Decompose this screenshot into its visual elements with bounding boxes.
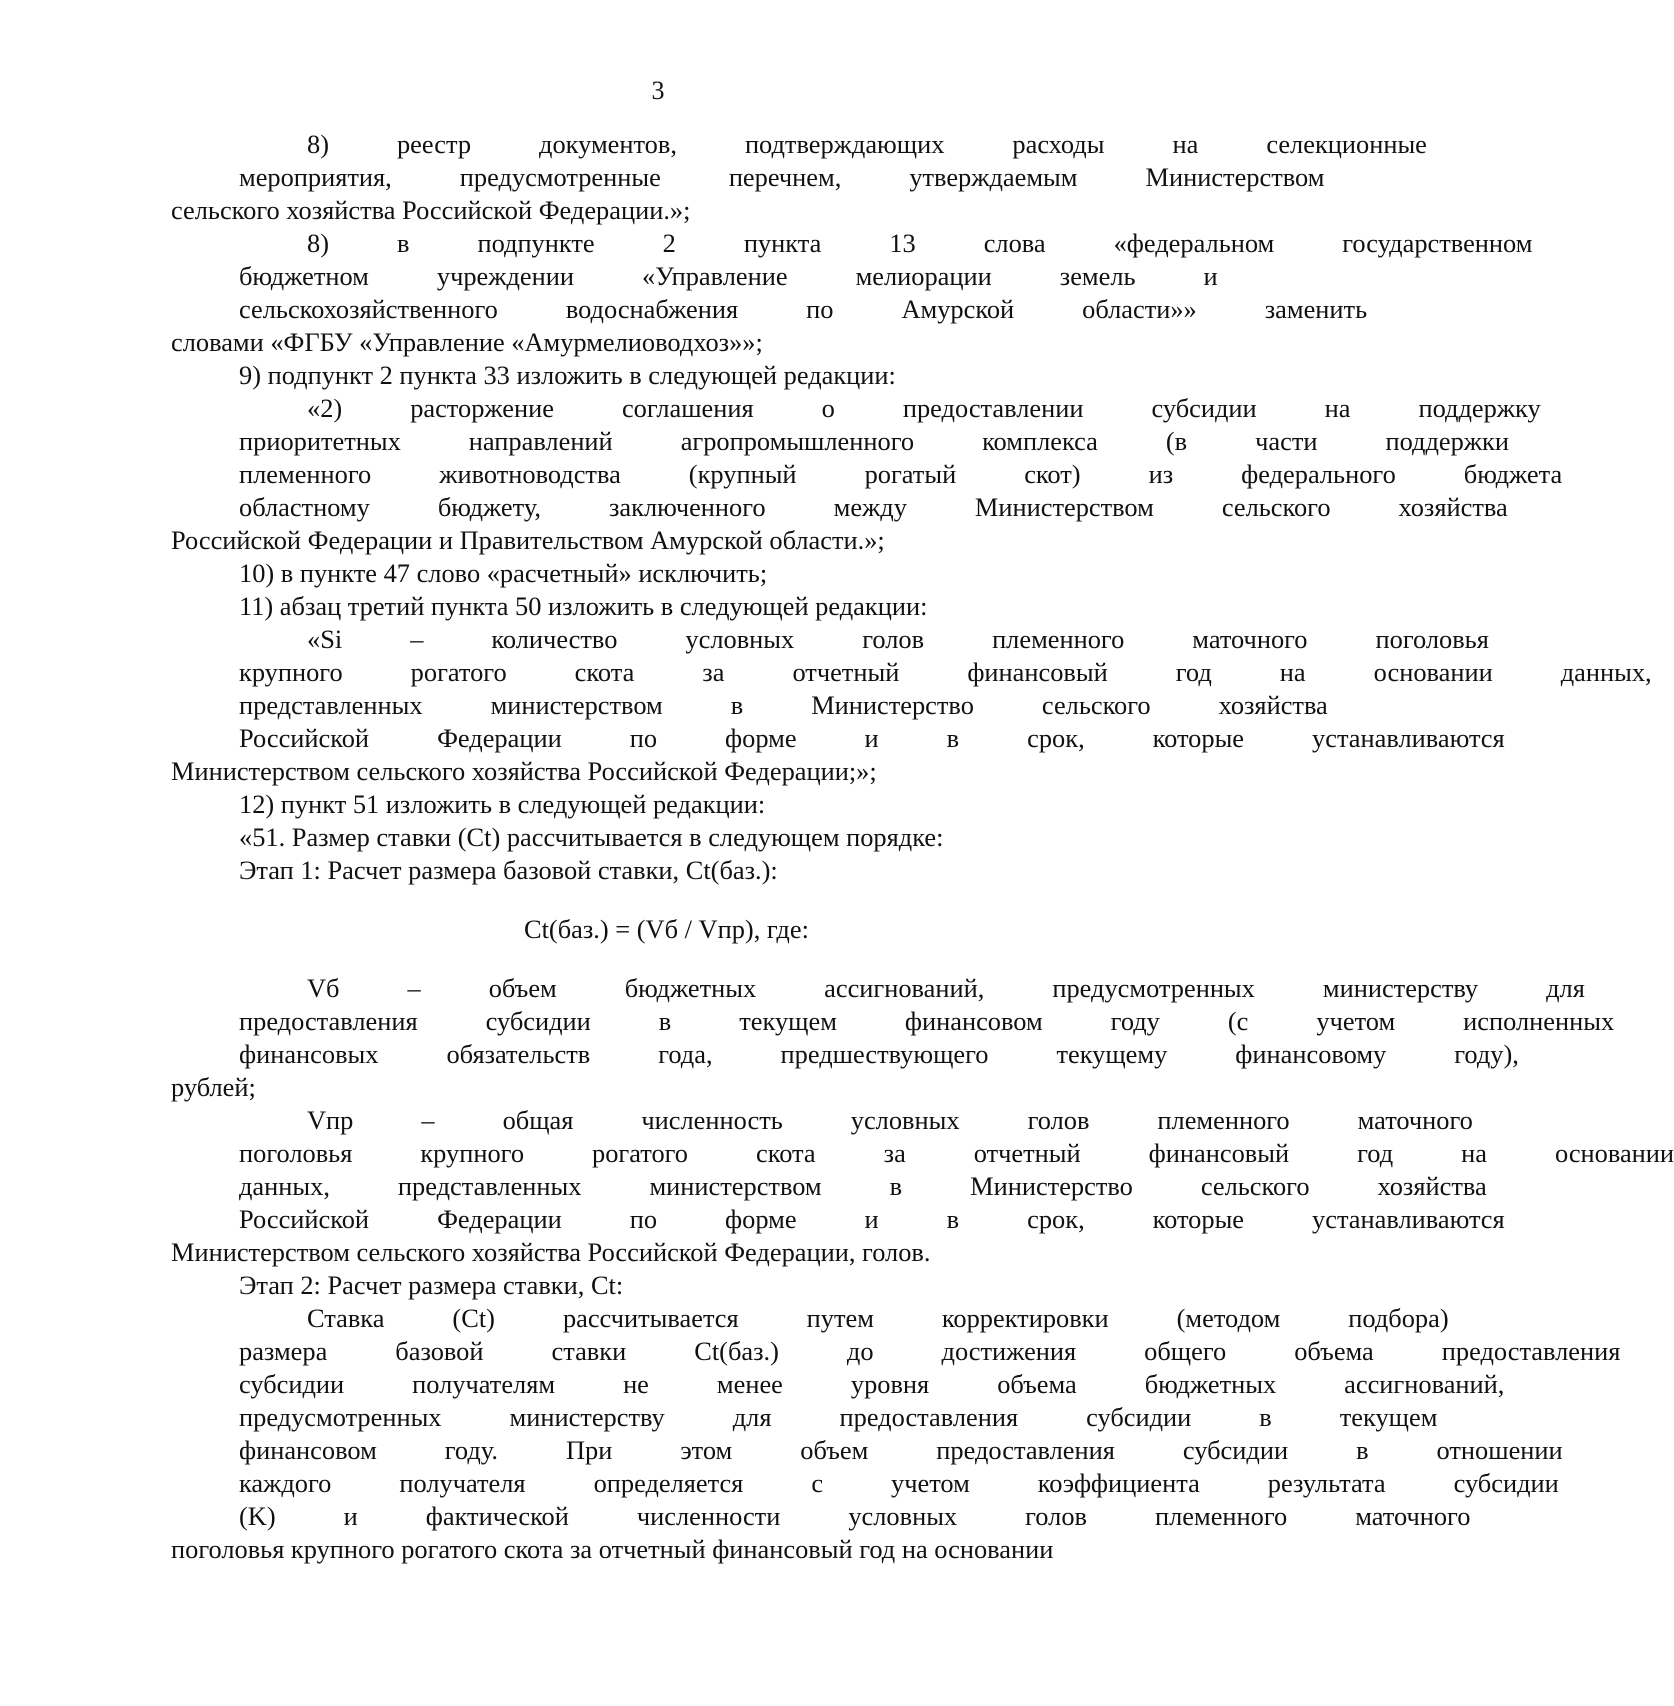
paragraph-p13 <box>171 1269 1149 1302</box>
paragraph-p6 <box>171 590 1149 623</box>
paragraph-p3 <box>171 359 1149 392</box>
text-line: 9) подпункт 2 пункта 33 изложить в следующей редакции: <box>239 360 896 390</box>
text-line: 8) в подпункте 2 пункта 13 слова «федеральном государственном <box>307 228 1533 258</box>
paragraph-p5 <box>171 557 1149 590</box>
text-line: «51. Размер ставки (Ct) рассчитывается в следующем порядке: <box>239 822 944 852</box>
text-line: поголовья крупного рогатого скота за отчетный финансовый год на основании <box>239 1138 1674 1168</box>
paragraph-p14 <box>171 1302 1621 1566</box>
text-line: финансовом году. При этом объем предоставления субсидии в отношении <box>239 1435 1563 1465</box>
text-line: областному бюджету, заключенного между Министерством сельского хозяйства <box>239 492 1508 522</box>
text-line: предоставления субсидии в текущем финансовом году (с учетом исполненных <box>239 1006 1615 1036</box>
text-line: сельского хозяйства Российской Федерации.»; <box>171 195 691 225</box>
text-line: субсидии получателям не менее уровня объема бюджетных ассигнований, <box>239 1369 1505 1399</box>
text-line: Министерством сельского хозяйства Российской Федерации, голов. <box>171 1237 931 1267</box>
paragraph-p1 <box>171 128 1427 227</box>
text-line: Российской Федерации по форме и в срок, которые устанавливаются <box>239 1204 1505 1234</box>
formula: Ct(баз.) = (Vб / Vпр), где: <box>524 914 809 944</box>
text-line: каждого получателя определяется с учетом коэффициента результата субсидии <box>239 1468 1559 1498</box>
text-line: поголовья крупного рогатого скота за отчетный финансовый год на основании <box>171 1534 1054 1564</box>
text-line: размера базовой ставки Ct(баз.) до достижения общего объема предоставления <box>239 1336 1621 1366</box>
text-line: Этап 1: Расчет размера базовой ставки, Ct(баз.): <box>239 855 778 885</box>
text-line: рублей; <box>171 1072 256 1102</box>
text-line: словами «ФГБУ «Управление «Амурмелиоводхоз»»; <box>171 327 763 357</box>
text-line: Vпр – общая численность условных голов племенного маточного <box>307 1105 1473 1135</box>
text-line: предусмотренных министерству для предоставления субсидии в текущем <box>239 1402 1438 1432</box>
paragraph-p10 <box>171 854 1149 887</box>
text-line: Vб – объем бюджетных ассигнований, предусмотренных министерству для <box>307 973 1585 1003</box>
text-line: племенного животноводства (крупный рогатый скот) из федерального бюджета <box>239 459 1563 489</box>
paragraph-p2 <box>171 227 1533 359</box>
paragraph-p4 <box>171 392 1563 557</box>
paragraph-p7 <box>171 623 1652 788</box>
text-line: сельскохозяйственного водоснабжения по Амурской области»» заменить <box>239 294 1368 324</box>
text-line: данных, представленных министерством в Министерство сельского хозяйства <box>239 1171 1487 1201</box>
text-line: мероприятия, предусмотренные перечнем, утверждаемым Министерством <box>239 162 1325 192</box>
paragraph-p8 <box>171 788 1149 821</box>
text-line: (K) и фактической численности условных голов племенного маточного <box>239 1501 1471 1531</box>
document-body <box>171 128 1674 1566</box>
text-line: Министерством сельского хозяйства Российской Федерации;»; <box>171 756 877 786</box>
text-line: крупного рогатого скота за отчетный финансовый год на основании данных, <box>239 657 1652 687</box>
text-line: бюджетном учреждении «Управление мелиорации земель и <box>239 261 1218 291</box>
page-number: 3 <box>651 76 665 105</box>
paragraph-p11 <box>171 972 1615 1104</box>
text-line: «Si – количество условных голов племенного маточного поголовья <box>307 624 1489 654</box>
text-line: Этап 2: Расчет размера ставки, Ct: <box>239 1270 624 1300</box>
text-line: финансовых обязательств года, предшествующего текущему финансовому году), <box>239 1039 1519 1069</box>
text-line: 11) абзац третий пункта 50 изложить в следующей редакции: <box>239 591 928 621</box>
text-line: 8) реестр документов, подтверждающих расходы на селекционные <box>307 129 1427 159</box>
text-line: представленных министерством в Министерство сельского хозяйства <box>239 690 1328 720</box>
paragraph-p9 <box>171 821 1149 854</box>
text-line: приоритетных направлений агропромышленного комплекса (в части поддержки <box>239 426 1509 456</box>
text-line: 12) пункт 51 изложить в следующей редакции: <box>239 789 766 819</box>
text-line: Ставка (Ct) рассчитывается путем корректировки (методом подбора) <box>307 1303 1449 1333</box>
text-line: «2) расторжение соглашения о предоставлении субсидии на поддержку <box>307 393 1541 423</box>
text-line: 10) в пункте 47 слово «расчетный» исключить; <box>239 558 768 588</box>
text-line: Российской Федерации по форме и в срок, которые устанавливаются <box>239 723 1505 753</box>
paragraph-p12 <box>171 1104 1674 1269</box>
text-line: Российской Федерации и Правительством Амурской области.»; <box>171 525 885 555</box>
